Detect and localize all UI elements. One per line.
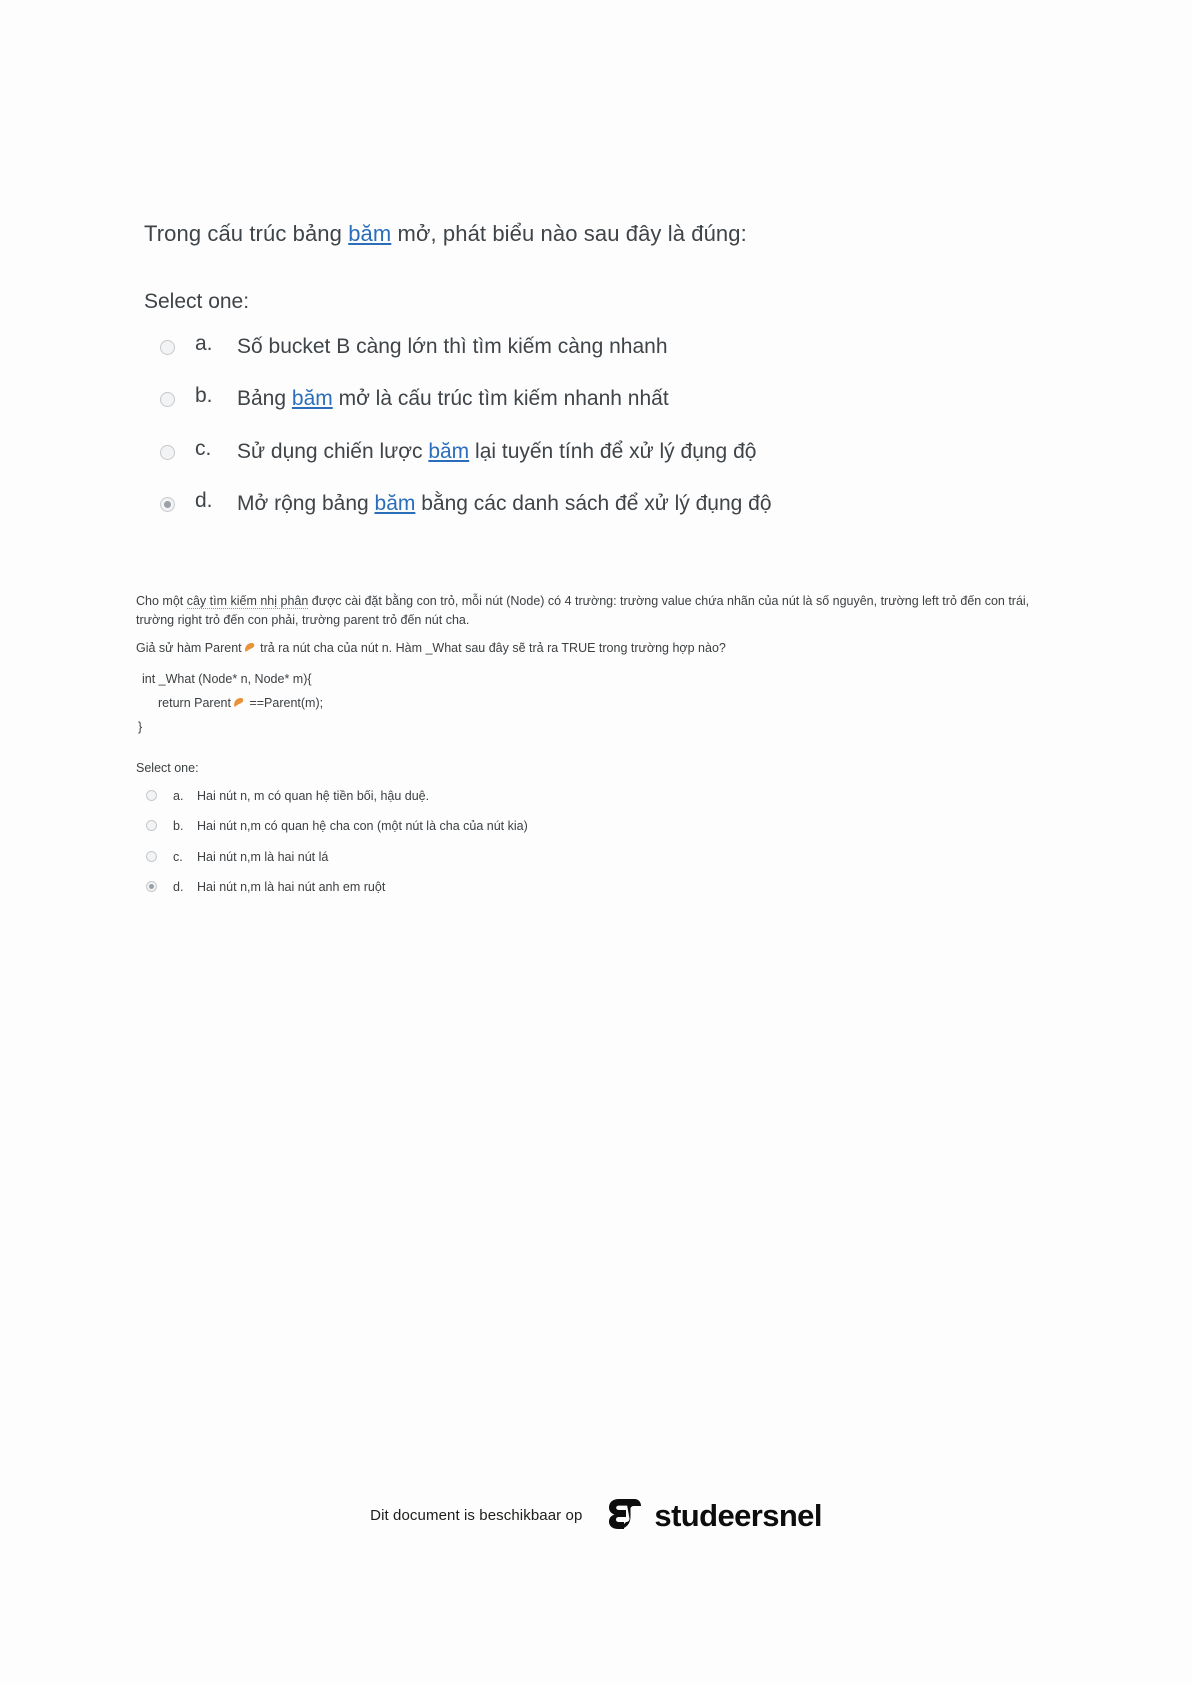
question-2-option-d[interactable] <box>136 878 1036 897</box>
radio-button-a[interactable] <box>160 340 175 355</box>
option-letter-q2-d: d. <box>173 879 184 894</box>
option-letter-c: c. <box>195 436 212 460</box>
option-text-a-pre: Số bucket B càng lớn thì tìm kiếm càng nhanh <box>237 334 668 358</box>
option-text-c-pre: Sử dụng chiến lược <box>237 439 429 463</box>
radio-button-q2-a[interactable] <box>146 790 157 801</box>
question-2-subparagraph-pre: Giả sử hàm Parent <box>136 640 242 655</box>
question-2-option-b[interactable] <box>136 817 1036 836</box>
question-1-option-b[interactable] <box>144 384 1024 413</box>
option-text-b <box>237 384 669 413</box>
option-text-c-post: lại tuyến tính để xử lý đụng độ <box>469 439 757 463</box>
question-2-paragraph-pre: Cho một <box>136 594 187 608</box>
code-line-2 <box>136 692 1036 716</box>
option-letter-b: b. <box>195 384 213 408</box>
footer <box>0 1493 1192 1538</box>
studeersnel-logo-icon <box>604 1493 644 1538</box>
option-text-a <box>237 332 668 361</box>
option-letter-a: a. <box>195 331 213 355</box>
radio-button-b[interactable] <box>160 392 175 407</box>
question-1-option-c[interactable] <box>144 437 1024 466</box>
option-link-c[interactable]: băm <box>428 439 470 463</box>
question-2-options <box>136 787 1036 898</box>
paren-icon <box>243 641 256 654</box>
question-2-option-a[interactable] <box>136 787 1036 806</box>
option-text-d <box>237 489 772 518</box>
option-text-b-pre: Bảng <box>237 387 292 411</box>
option-text-q2-c: Hai nút n,m là hai nút lá <box>197 849 329 864</box>
code-line-3: } <box>138 719 143 734</box>
question-1 <box>144 218 1024 541</box>
brand-logo <box>604 1493 821 1538</box>
code-line-2-pre: return Parent <box>158 695 231 710</box>
question-2-paragraph-link[interactable]: cây tìm kiếm nhị phân <box>186 594 309 608</box>
question-2 <box>136 592 1036 908</box>
option-text-c <box>237 437 756 466</box>
option-letter-q2-c: c. <box>173 849 183 864</box>
question-2-subparagraph <box>136 639 1036 658</box>
question-1-options <box>144 332 1024 519</box>
radio-button-q2-d[interactable] <box>146 881 157 892</box>
question-1-stem-link[interactable]: băm <box>348 221 392 246</box>
question-2-paragraph <box>136 592 1031 631</box>
radio-button-d[interactable] <box>160 497 175 512</box>
code-block <box>136 668 1036 739</box>
question-2-select-label: Select one: <box>136 761 199 776</box>
option-text-q2-b: Hai nút n,m có quan hệ cha con (một nút là cha của nút kia) <box>197 819 528 834</box>
question-1-stem-post: mở, phát biểu nào sau đây là đúng: <box>391 221 747 246</box>
option-link-b[interactable]: băm <box>291 387 333 411</box>
option-link-d[interactable]: băm <box>374 492 416 516</box>
question-1-select-label: Select one: <box>144 289 250 313</box>
code-line-1: int _What (Node* n, Node* m){ <box>142 672 312 687</box>
option-text-d-post: bằng các danh sách để xử lý đụng độ <box>415 492 772 516</box>
paren-icon-2 <box>232 694 245 707</box>
option-text-d-pre: Mở rộng bảng <box>237 492 375 516</box>
option-letter-q2-a: a. <box>173 788 184 803</box>
option-text-q2-a: Hai nút n, m có quan hệ tiền bối, hậu duệ. <box>197 788 430 803</box>
question-2-paragraph-post: được cài đặt bằng con trỏ, mỗi nút (Node) có 4 trường: trường value chứa nhãn của nút là số nguyên, trường left trỏ đến con trái, trường right trỏ đến con phải, trường parent trỏ đến nút cha. <box>136 594 1030 628</box>
footer-text: Dit document is beschikbaar op <box>370 1507 583 1524</box>
radio-button-q2-c[interactable] <box>146 851 157 862</box>
brand-name: studeersnel <box>654 1497 822 1533</box>
question-2-subparagraph-post: trả ra nút cha của nút n. Hàm _What sau đây sẽ trả ra TRUE trong trường hợp nào? <box>256 640 726 655</box>
question-2-option-c[interactable] <box>136 848 1036 867</box>
code-line-2-post: ==Parent(m); <box>245 695 324 710</box>
radio-button-c[interactable] <box>160 445 175 460</box>
question-1-option-a[interactable] <box>144 332 1024 361</box>
question-1-stem-pre: Trong cấu trúc bảng <box>144 221 349 246</box>
option-letter-d: d. <box>195 489 213 513</box>
question-1-option-d[interactable] <box>144 489 1024 518</box>
radio-button-q2-b[interactable] <box>146 820 157 831</box>
option-letter-q2-b: b. <box>173 819 184 834</box>
option-text-b-post: mở là cấu trúc tìm kiếm nhanh nhất <box>332 387 669 411</box>
option-text-q2-d: Hai nút n,m là hai nút anh em ruột <box>197 879 386 894</box>
question-1-stem <box>144 218 1024 250</box>
